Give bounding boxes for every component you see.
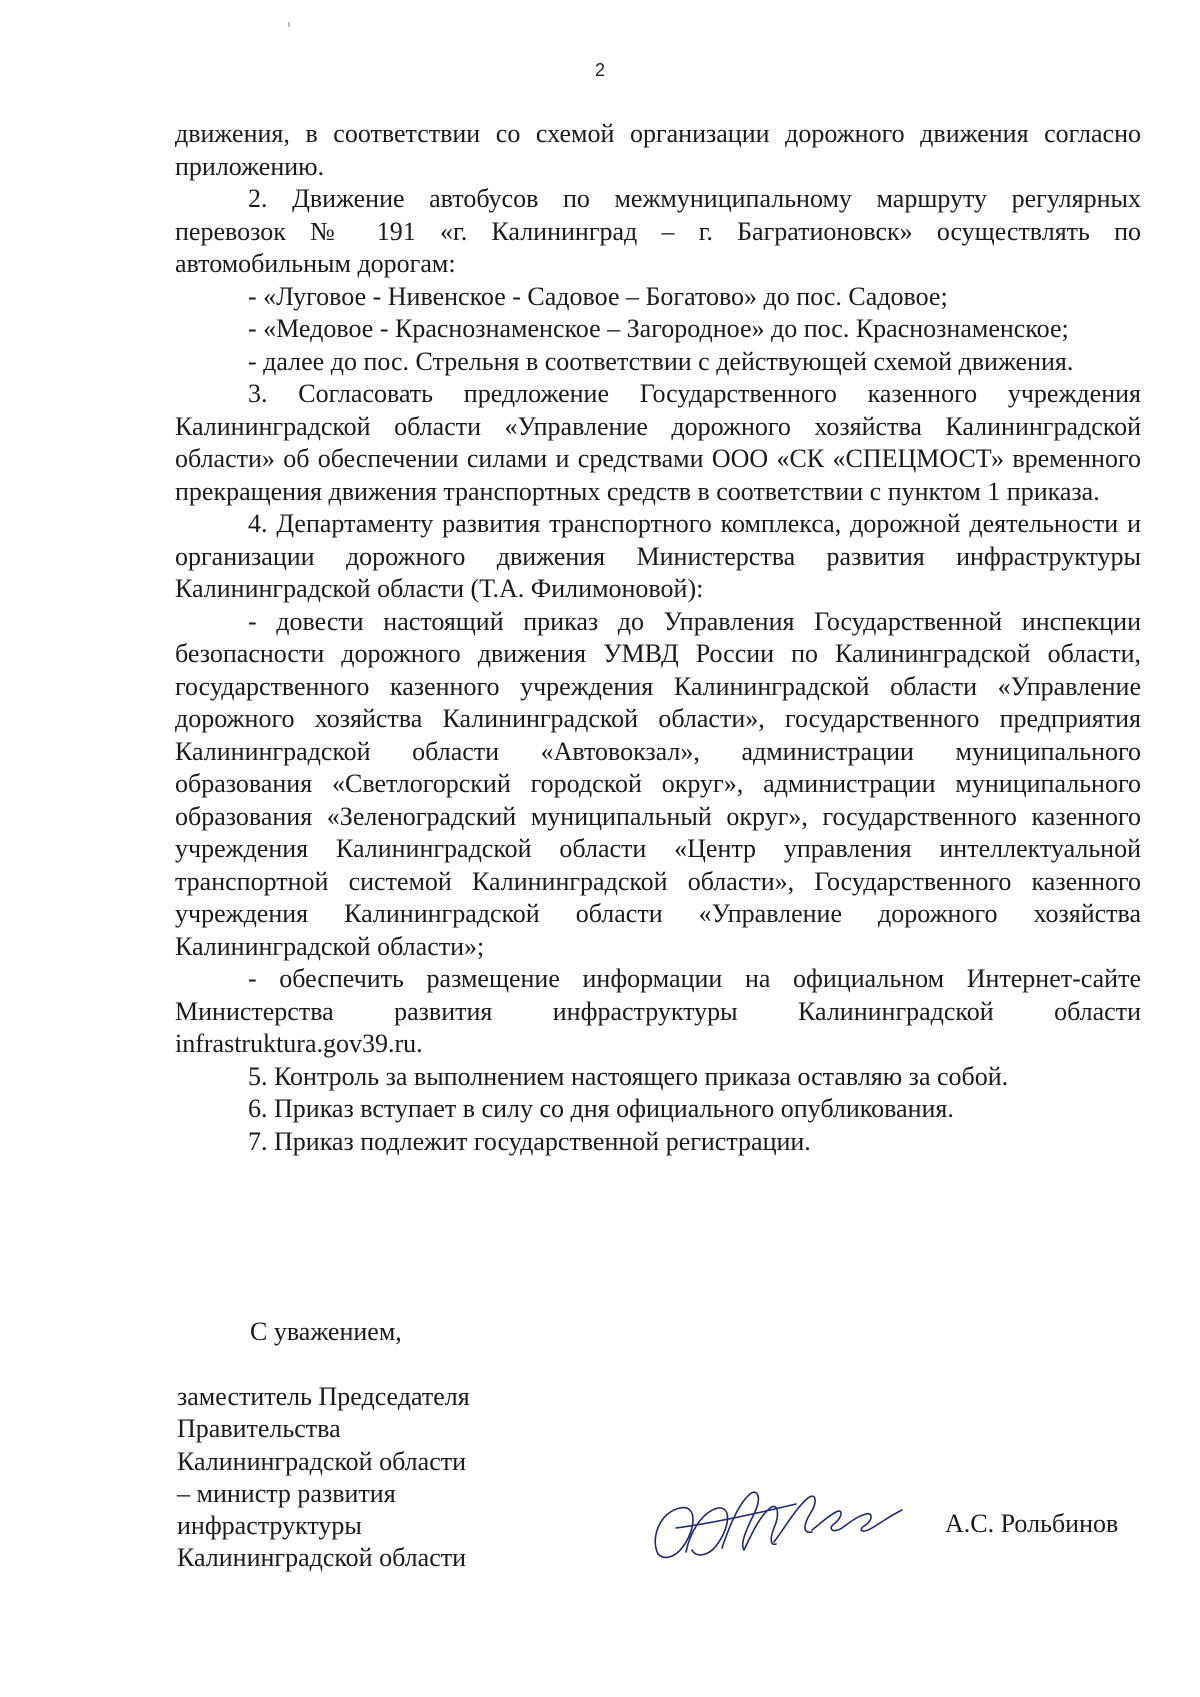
signer-title-line: Правительства bbox=[177, 1414, 341, 1444]
paragraph-item-2: 2. Движение автобусов по межмуниципальному маршруту регулярных перевозок № 191 «г. Калининград – г. Багратионовск» осуществлять по автомобильным дорогам: bbox=[175, 184, 1141, 278]
paragraph-road-3: - далее до пос. Стрельня в соответствии с действующей схемой движения. bbox=[248, 346, 1074, 376]
signer-title-block bbox=[177, 1381, 470, 1575]
paragraph-continuation: движения, в соответствии со схемой организации дорожного движения согласно приложению. bbox=[175, 119, 1141, 181]
paragraph-road-2: - «Медовое - Краснознаменское – Загородное» до пос. Краснознаменское; bbox=[248, 314, 1069, 343]
signer-name: А.С. Рольбинов bbox=[945, 1509, 1119, 1538]
paragraph-item-7: 7. Приказ подлежит государственной регистрации. bbox=[248, 1126, 811, 1156]
signer-title-line: – министр развития bbox=[177, 1478, 396, 1508]
handwritten-signature-icon bbox=[646, 1468, 926, 1568]
page-number: 2 bbox=[594, 60, 605, 80]
paragraph-item-5: 5. Контроль за выполнением настоящего приказа оставляю за собой. bbox=[248, 1061, 1009, 1091]
document-body bbox=[175, 118, 1141, 1158]
paragraph-item-4-notify: - довести настоящий приказ до Управления Государственной инспекции безопасности дорожного движения УМВД России по Калининградской области, государственного казенного учреждения Калининградской области «Управление дорожного хозяйства Калининградской области», государственного предприятия Калининградской области «Автовокзал», администрации муниципального образования «Светлогорский городской округ», администрации муниципального образования «Зеленоградский муниципальный округ», государственного казенного учреждения Калининградской области «Центр управления интеллектуальной транспортной системой Калининградской области», Государственного казенного учреждения Калининградской области «Управление дорожного хозяйства Калининградской области»; bbox=[175, 606, 1141, 961]
signer-title-line: инфраструктуры bbox=[177, 1511, 362, 1541]
signer-title-line: заместитель Председателя bbox=[177, 1382, 470, 1411]
paragraph-item-6: 6. Приказ вступает в силу со дня официального опубликования. bbox=[248, 1094, 954, 1123]
paragraph-item-4: 4. Департаменту развития транспортного комплекса, дорожной деятельности и организации дорожного движения Министерства развития инфраструктуры Калининградской области (Т.А. Филимоновой): bbox=[175, 509, 1141, 603]
signer-title-line: Калининградской области bbox=[177, 1543, 467, 1573]
signer-title-line: Калининградской области bbox=[177, 1446, 467, 1476]
paragraph-item-3: 3. Согласовать предложение Государственного казенного учреждения Калининградской области «Управление дорожного хозяйства Калининградской области» об обеспечении силами и средствами ООО «СК «СПЕЦМОСТ» временного прекращения движения транспортных средств в соответствии с пунктом 1 приказа. bbox=[175, 379, 1141, 506]
paragraph-item-4-publish: - обеспечить размещение информации на официальном Интернет-сайте Министерства развития инфраструктуры Калининградской области infrastruktura.gov39.ru. bbox=[175, 964, 1141, 1058]
scan-mark bbox=[288, 22, 290, 27]
closing-phrase: С уважением, bbox=[250, 1317, 402, 1346]
paragraph-road-1: - «Луговое - Нивенское - Садовое – Богатово» до пос. Садовое; bbox=[248, 281, 948, 311]
